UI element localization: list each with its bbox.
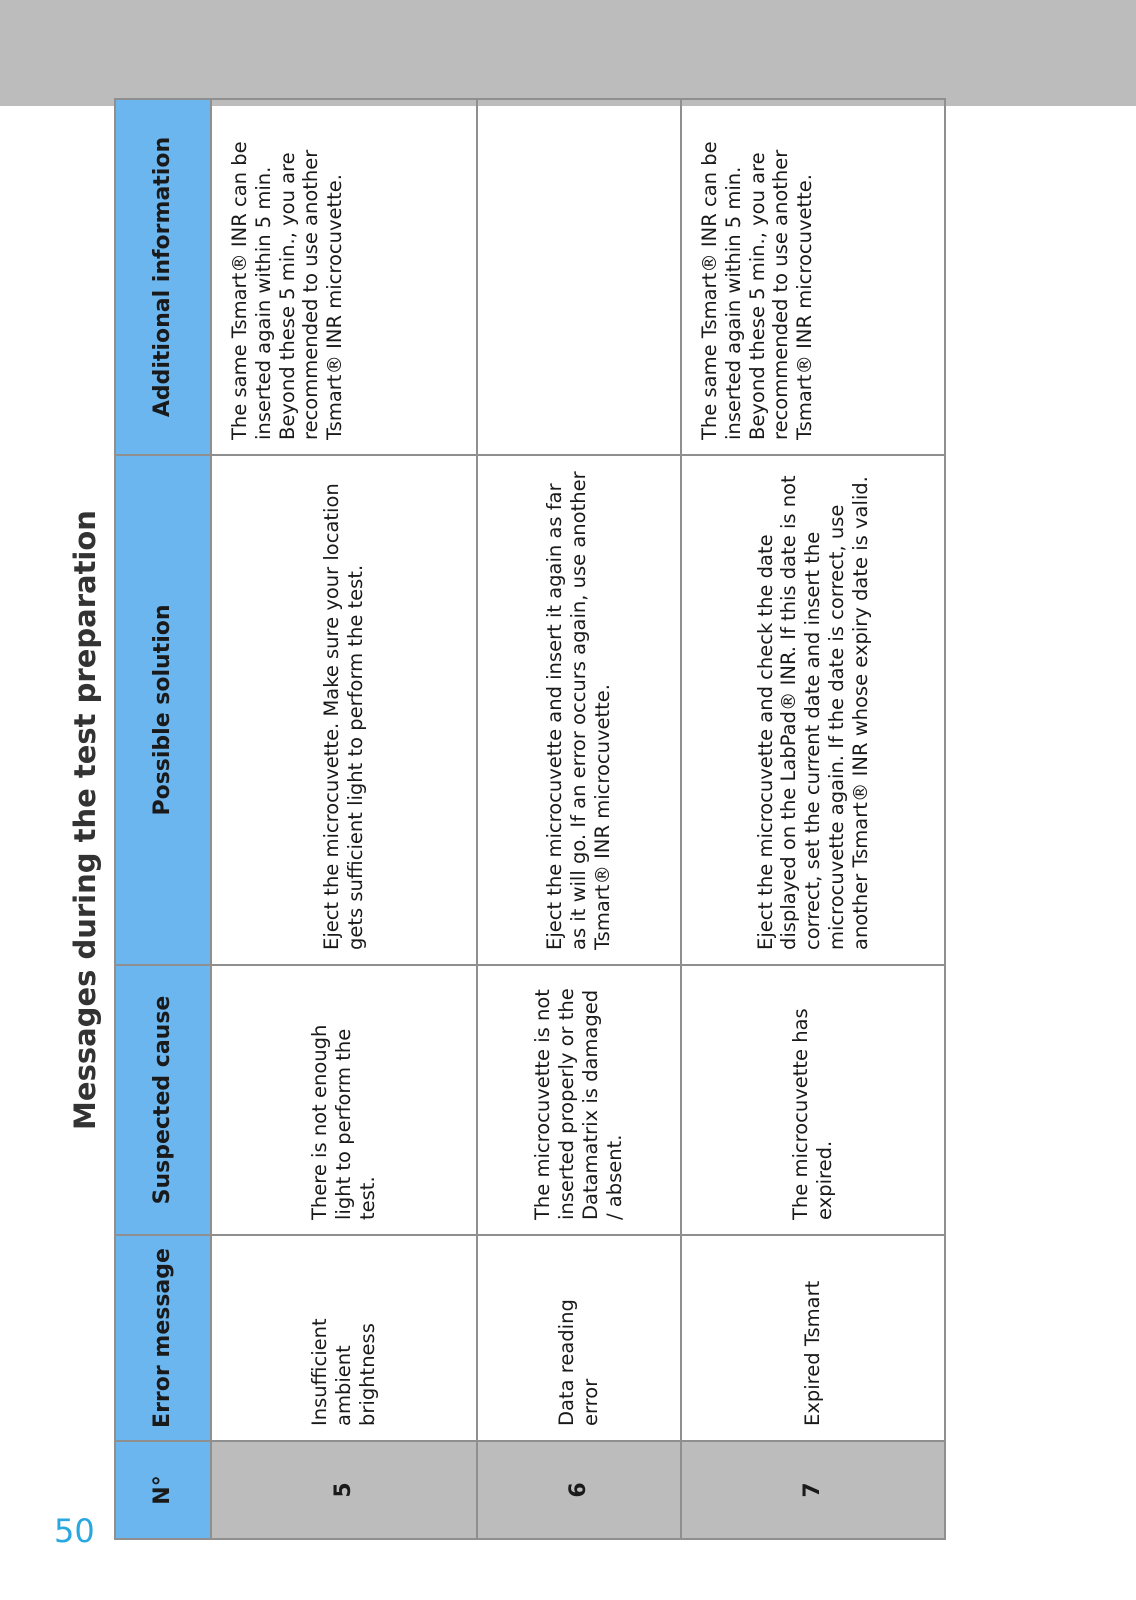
table-row <box>681 99 945 1539</box>
additional-information-cell <box>477 99 681 455</box>
row-number: 6 <box>477 1441 681 1539</box>
suspected-cause-cell: There is not enough light to perform the test. <box>211 965 477 1235</box>
row-number: 5 <box>211 1441 477 1539</box>
row-number: 7 <box>681 1441 945 1539</box>
error-message-cell: Data reading error <box>477 1235 681 1441</box>
header-additional-information: Additional information <box>115 99 211 455</box>
header-number: N° <box>115 1441 211 1539</box>
header-suspected-cause: Suspected cause <box>115 965 211 1235</box>
suspected-cause-cell: The microcuvette has expired. <box>681 965 945 1235</box>
additional-information-cell: The same Tsmart® INR can be inserted again within 5 min. Beyond these 5 min., you are recommended to use another Tsmart® INR microcuvette. <box>211 99 477 455</box>
top-header-bar <box>0 0 1136 106</box>
error-messages-table <box>114 98 946 1540</box>
possible-solution-cell: Eject the microcuvette. Make sure your location gets sufficient light to perform the test. <box>211 455 477 965</box>
header-possible-solution: Possible solution <box>115 455 211 965</box>
table-header-row <box>115 99 211 1539</box>
page-title: Messages during the test preparation <box>68 510 102 1130</box>
error-message-cell: Insufficient ambient brightness <box>211 1235 477 1441</box>
table-row <box>211 99 477 1539</box>
additional-information-cell: The same Tsmart® INR can be inserted again within 5 min. Beyond these 5 min., you are recommended to use another Tsmart® INR microcuvette. <box>681 99 945 455</box>
suspected-cause-cell: The microcuvette is not inserted properly or the Datamatrix is damaged / absent. <box>477 965 681 1235</box>
header-error-message: Error message <box>115 1235 211 1441</box>
possible-solution-cell: Eject the microcuvette and check the date displayed on the LabPad® INR. If this date is not correct, set the current date and insert the microcuvette again. If the date is correct, use another Tsmart® INR whose expiry date is valid. <box>681 455 945 965</box>
page-number: 50 <box>54 1512 95 1550</box>
rotated-page-content <box>56 100 872 1540</box>
table-row <box>477 99 681 1539</box>
error-message-cell: Expired Tsmart <box>681 1235 945 1441</box>
possible-solution-cell: Eject the microcuvette and insert it again as far as it will go. If an error occurs again, use another Tsmart® INR microcuvette. <box>477 455 681 965</box>
